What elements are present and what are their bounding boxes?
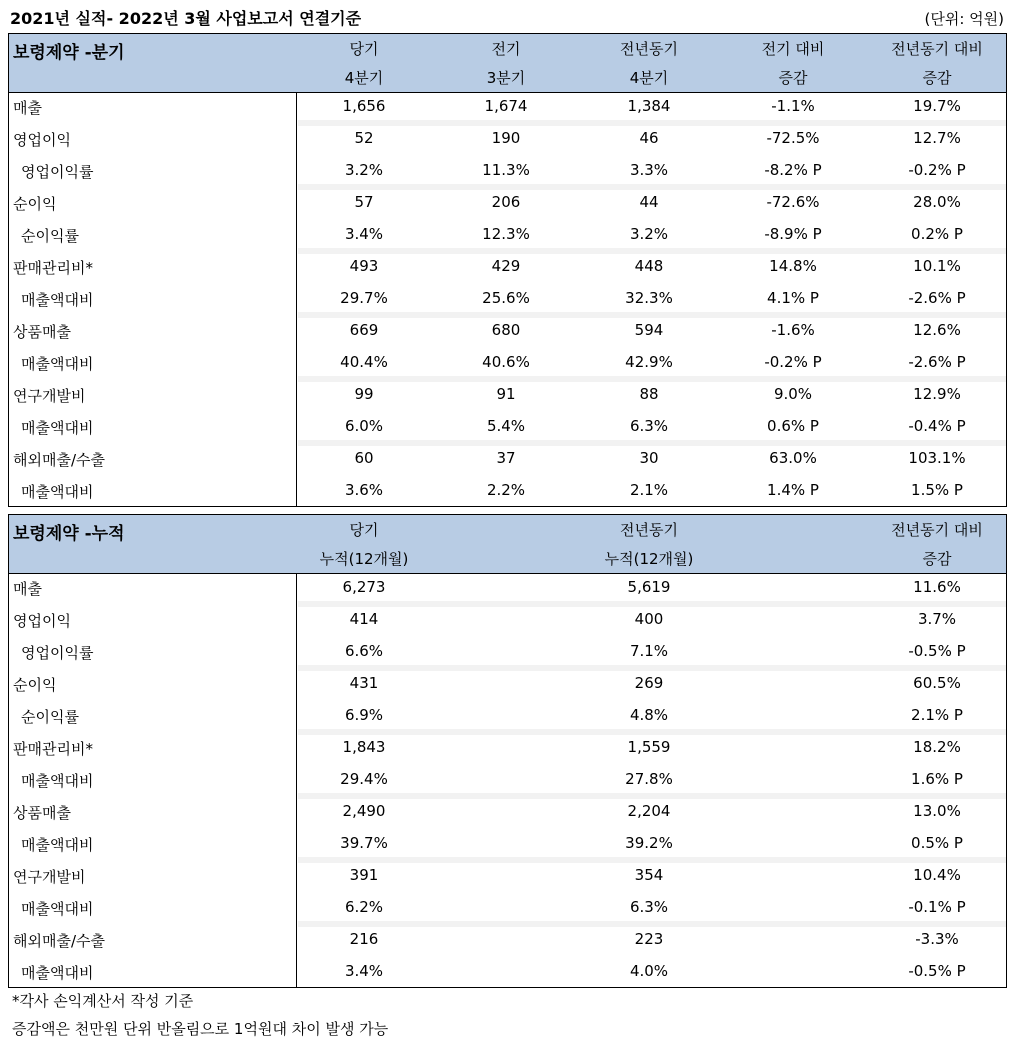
table-cell: 354 [634, 866, 664, 884]
table-cell: 88 [639, 385, 659, 403]
table-cell: 1.5% P [911, 481, 963, 499]
table-cell: 6,273 [342, 578, 386, 596]
table-cell: 0.6% P [767, 417, 819, 435]
table-header [9, 34, 1006, 93]
table-cell: -0.4% P [908, 417, 966, 435]
table-cell: 60.5% [913, 674, 961, 692]
table-cell: -0.2% P [764, 353, 822, 371]
table-row [9, 444, 1006, 476]
row-label: 순이익 [13, 195, 57, 213]
row-label: 매출 [13, 580, 42, 598]
table-cell: 40.4% [340, 353, 388, 371]
table-cell: 190 [491, 129, 521, 147]
table-cell: 30 [639, 449, 659, 467]
column-header: 전기 대비 [761, 40, 825, 58]
table-cell: 2.1% [629, 481, 669, 499]
column-header: 3분기 [486, 69, 526, 87]
table-cell: 14.8% [769, 257, 817, 275]
table-cell: 4.8% [629, 706, 669, 724]
table-cell: 39.7% [340, 834, 388, 852]
table-cell: -8.2% P [764, 161, 822, 179]
table-row [9, 957, 1006, 989]
table-cell: 4.0% [629, 962, 669, 980]
row-label: 매출액대비 [21, 900, 94, 918]
column-header: 4분기 [344, 69, 384, 87]
table-cell: 29.7% [340, 289, 388, 307]
table-cell: 32.3% [625, 289, 673, 307]
cumulative-table [8, 514, 1007, 988]
column-header: 누적(12개월) [604, 550, 694, 568]
table-row [9, 605, 1006, 637]
table-cell: 28.0% [913, 193, 961, 211]
row-label: 매출액대비 [21, 964, 94, 982]
table-cell: 6.0% [344, 417, 384, 435]
table-cell: -72.6% [766, 193, 820, 211]
table-cell: 37 [496, 449, 516, 467]
table-cell: -2.6% P [908, 353, 966, 371]
table-cell: 12.6% [913, 321, 961, 339]
table-cell: 1,384 [627, 97, 671, 115]
table-cell: 1,674 [484, 97, 528, 115]
row-label: 매출 [13, 99, 42, 117]
table-cell: 2,490 [342, 802, 386, 820]
footnote: 증감액은 천만원 단위 반올림으로 1억원대 차이 발생 가능 [12, 1020, 389, 1038]
table-cell: 12.7% [913, 129, 961, 147]
table-cell: 6.3% [629, 898, 669, 916]
table-cell: 19.7% [913, 97, 961, 115]
table-cell: 6.3% [629, 417, 669, 435]
table-name: 보령제약 -분기 [13, 43, 125, 63]
unit-label: (단위: 억원) [924, 10, 1004, 28]
row-label: 매출액대비 [21, 836, 94, 854]
column-header: 당기 [349, 521, 379, 539]
table-cell: 39.2% [625, 834, 673, 852]
table-row [9, 669, 1006, 701]
table-cell: 7.1% [629, 642, 669, 660]
column-header: 당기 [349, 40, 379, 58]
table-cell: 1.6% P [911, 770, 963, 788]
footnote: *각사 손익계산서 작성 기준 [12, 992, 194, 1010]
table-cell: 216 [349, 930, 379, 948]
column-header: 전년동기 대비 [891, 40, 983, 58]
table-cell: 3.6% [344, 481, 384, 499]
table-cell: -3.3% [915, 930, 959, 948]
table-cell: 5.4% [486, 417, 526, 435]
column-header: 전년동기 대비 [891, 521, 983, 539]
table-cell: 27.8% [625, 770, 673, 788]
table-cell: 400 [634, 610, 664, 628]
table-cell: 91 [496, 385, 516, 403]
table-cell: 1,656 [342, 97, 386, 115]
column-header: 전년동기 [620, 40, 678, 58]
table-cell: 269 [634, 674, 664, 692]
table-cell: 391 [349, 866, 379, 884]
table-cell: 10.1% [913, 257, 961, 275]
table-cell: 6.9% [344, 706, 384, 724]
table-cell: 429 [491, 257, 521, 275]
table-cell: 40.6% [482, 353, 530, 371]
table-cell: -8.9% P [764, 225, 822, 243]
table-cell: 1,843 [342, 738, 386, 756]
table-cell: -1.6% [771, 321, 815, 339]
table-cell: 6.2% [344, 898, 384, 916]
row-label: 순이익 [13, 676, 57, 694]
table-cell: 1.4% P [767, 481, 819, 499]
table-row [9, 861, 1006, 893]
row-label: 매출액대비 [21, 419, 94, 437]
table-cell: -72.5% [766, 129, 820, 147]
table-cell: -0.5% P [908, 642, 966, 660]
table-cell: 5,619 [627, 578, 671, 596]
table-cell: 2,204 [627, 802, 671, 820]
row-label: 영업이익률 [21, 644, 94, 662]
table-cell: 6.6% [344, 642, 384, 660]
row-label: 해외매출/수출 [13, 451, 105, 469]
table-cell: 414 [349, 610, 379, 628]
table-cell: 44 [639, 193, 659, 211]
table-cell: -1.1% [771, 97, 815, 115]
table-cell: 99 [354, 385, 374, 403]
table-row [9, 124, 1006, 156]
table-cell: -2.6% P [908, 289, 966, 307]
table-row [9, 188, 1006, 220]
table-cell: 2.2% [486, 481, 526, 499]
table-cell: 42.9% [625, 353, 673, 371]
table-row [9, 252, 1006, 284]
row-label: 매출액대비 [21, 355, 94, 373]
report-title: 2021년 실적- 2022년 3월 사업보고서 연결기준 [10, 9, 362, 28]
table-cell: 103.1% [908, 449, 966, 467]
table-row [9, 316, 1006, 348]
row-label: 영업이익률 [21, 163, 94, 181]
table-cell: 0.2% P [911, 225, 963, 243]
table-cell: 18.2% [913, 738, 961, 756]
table-cell: 448 [634, 257, 664, 275]
table-cell: -0.5% P [908, 962, 966, 980]
table-cell: 493 [349, 257, 379, 275]
table-cell: 46 [639, 129, 659, 147]
column-header: 누적(12개월) [319, 550, 409, 568]
table-cell: 223 [634, 930, 664, 948]
table-row [9, 925, 1006, 957]
row-label: 상품매출 [13, 323, 71, 341]
table-cell: 10.4% [913, 866, 961, 884]
table-cell: 1,559 [627, 738, 671, 756]
row-label: 매출액대비 [21, 291, 94, 309]
table-cell: 29.4% [340, 770, 388, 788]
row-label: 판매관리비* [13, 740, 93, 758]
table-cell: 3.2% [344, 161, 384, 179]
column-header: 증감 [778, 69, 808, 87]
row-label: 상품매출 [13, 804, 71, 822]
row-label: 연구개발비 [13, 387, 86, 405]
table-cell: 2.1% P [911, 706, 963, 724]
column-header: 4분기 [629, 69, 669, 87]
row-label: 영업이익 [13, 131, 71, 149]
table-cell: 4.1% P [767, 289, 819, 307]
table-cell: 12.9% [913, 385, 961, 403]
table-cell: 594 [634, 321, 664, 339]
row-label: 연구개발비 [13, 868, 86, 886]
table-cell: 11.3% [482, 161, 530, 179]
table-cell: 3.7% [917, 610, 957, 628]
table-header [9, 515, 1006, 574]
row-label: 영업이익 [13, 612, 71, 630]
row-label: 해외매출/수출 [13, 932, 105, 950]
row-label: 매출액대비 [21, 483, 94, 501]
table-cell: 11.6% [913, 578, 961, 596]
row-label: 판매관리비* [13, 259, 93, 277]
column-header: 전년동기 [620, 521, 678, 539]
table-cell: -0.1% P [908, 898, 966, 916]
table-cell: 52 [354, 129, 374, 147]
table-row [9, 380, 1006, 412]
table-cell: 9.0% [773, 385, 813, 403]
quarterly-table [8, 33, 1007, 507]
table-cell: 3.4% [344, 225, 384, 243]
table-cell: 3.4% [344, 962, 384, 980]
row-label: 매출액대비 [21, 772, 94, 790]
column-header: 증감 [922, 69, 952, 87]
table-row [9, 476, 1006, 508]
table-cell: 25.6% [482, 289, 530, 307]
table-row [9, 733, 1006, 765]
table-cell: 63.0% [769, 449, 817, 467]
table-cell: 57 [354, 193, 374, 211]
column-header: 전기 [491, 40, 521, 58]
table-cell: 669 [349, 321, 379, 339]
table-cell: 60 [354, 449, 374, 467]
table-name: 보령제약 -누적 [13, 524, 125, 544]
row-label: 순이익률 [21, 708, 79, 726]
row-label: 순이익률 [21, 227, 79, 245]
table-cell: 431 [349, 674, 379, 692]
table-cell: 0.5% P [911, 834, 963, 852]
table-cell: -0.2% P [908, 161, 966, 179]
table-cell: 3.2% [629, 225, 669, 243]
column-header: 증감 [922, 550, 952, 568]
table-cell: 13.0% [913, 802, 961, 820]
table-cell: 3.3% [629, 161, 669, 179]
table-cell: 206 [491, 193, 521, 211]
table-row [9, 797, 1006, 829]
table-cell: 680 [491, 321, 521, 339]
table-cell: 12.3% [482, 225, 530, 243]
